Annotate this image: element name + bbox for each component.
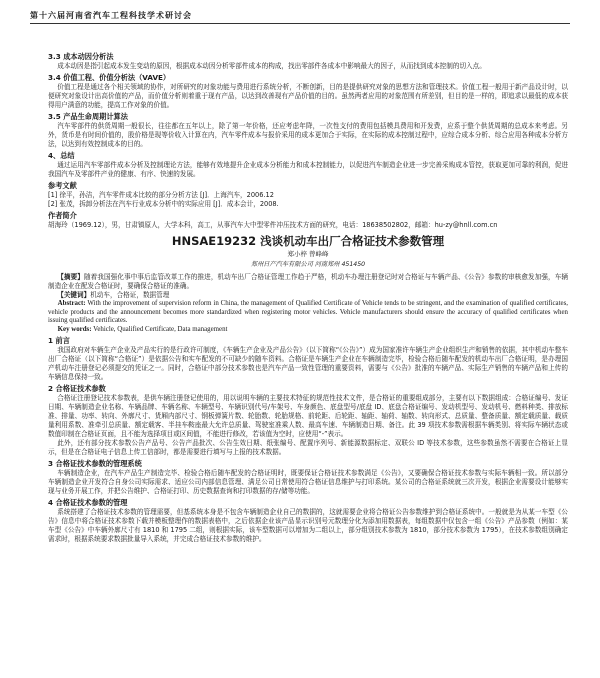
abstract-label: 【摘要】 [57, 273, 84, 281]
english-abstract [48, 300, 568, 326]
english-abstract-label: Abstract: [57, 300, 86, 307]
abstract-text: 随着我国强化事中事后监管改革工作的推进，机动车出厂合格证管理工作趋于严格，机动车办理注册登记时对合格证与车辆产品、《公告》参数的审核愈发加强，车辆制造企业在配发合格证时，要确保合格证的准确。 [48, 273, 569, 290]
section-heading: 4 合格证技术参数的管理 [48, 498, 128, 508]
author-bio: 胡海玲（1969.12），男，甘肃镇原人，大学本科，高工，从事汽车大中型零件冲压技术方面的研究，电话：18638502802，邮箱：hu-zy@hnll.com.cn [48, 221, 498, 229]
section-heading: 1 前言 [48, 336, 70, 346]
keywords-text: 机动车，合格证，数据管理 [90, 291, 170, 299]
paragraph: 车辆制造企业，在汽车产品生产制造完毕、检验合格后随车配发的合格证明时，既要保证合格证技术参数满足《公告》，又要确保合格证技术参数与实际车辆相一致。所以部分车辆制造企业开发符合自身公司实际需求、适应公司内部信息管理、满足公司日常使用符合格证信息维护与打印系统。某公司的合格证系统就三次开发，根据企业需要设计能够实现与业务开展工作，并把公告维护、合格证打印、历史数据查询和打印数据的存/储等功能。 [48, 469, 568, 496]
body-column [48, 50, 568, 544]
references-heading: 参考文献 [48, 181, 77, 190]
paragraph: 汽车零部件的供货周期一般很长，往往都在五年以上，除了第一年价格，还应考虑年降，一次性支付的费用包括模具费用和开发费，应系于整个供货周期的总成本来考虑。另外，货币是有时间价值的，股价格是现等价收入计算在内，汽车零件成本与报价采用的成本更加合于实际，在实际的成本控制过程中，应综合成本分析、综合应用各种成本分析方法，以达到有效控制成本的目的。 [48, 122, 568, 148]
section-heading: 3.5 产品生命周期计算法 [48, 112, 128, 121]
section-heading: 4、总结 [48, 151, 75, 160]
english-keywords-text: Vehicle, Qualified Certificate, Data management [93, 325, 228, 333]
paragraph: 我国政府对车辆生产企业及产品实行的是行政许可制度，《车辆生产企业及产品公告》（以下简称“《公告》”）成为国家准许车辆生产企业组织生产和销售的依据，其中机动车整车出厂合格证（以下简称“合格证”）是依据公告和实车配发的不可缺少的随车资料。合格证是车辆生产企业在车辆制造完毕，检验合格后随车配发的机动车出厂合格证明，是办理国产机动车注册登记必须提交的凭证之一。同时，合格证中部分技术参数也是汽车产品一致性管理的重要资料，需要与《公告》批准的车辆产品、实际生产销售的车辆产品和上传的车辆信息保持一致。 [48, 346, 568, 382]
paragraph: 通过运用汽车零部件成本分析及控制理论方法，能够有效地提升企业成本分析能力和成本控制能力，以促进汽车制造企业进一步完善采购成本管控，获取更加可靠的利润，促进我国汽车及零部件产业的健康、有序、快速的发展。 [48, 161, 568, 178]
english-keywords [48, 326, 568, 335]
keywords-label: 【关键词】 [57, 291, 91, 299]
section-heading: 3.3 成本动因分析法 [48, 52, 114, 61]
paragraph: 合格证注册登记技术参数表，是供车辆注册登记使用的，用以说明车辆的主要技术特征的规范性技术文件，是合格证的重要组成部分，主要有以下数据组成：合格证编号、发证日期、车辆制造企业名称、车辆品牌、车辆名称、车辆型号、车辆识别代号/车架号、车身颜色、底盘型号/底盘 ID、底盘合格证编号、发动机型号、发动机号、燃料种类、排放标准、排量、功率、转向、外廓尺寸、货厢内部尺寸、钢板弹簧片数、轮胎数、轮胎规格、前轮距、后轮距、轴距、轴荷、轴数、转向形式、总质量、整备质量、额定载质量、载质量利用系数、准牵引总质量、额定载客、半挂车鞍座最大允许总质量、驾驶室准乘人数、最高车速、车辆制造日期、备注。此 39 项技术参数需根据车辆类别、将实际车辆状态或数值印制在合格证页面，且不能为选择项目或区间值，不能进行修改，若该值为空时，应使用“-”表示。 [48, 394, 568, 439]
article-title: HNSAE19232 浅谈机动车出厂合格证技术参数管理 [171, 234, 445, 248]
section-heading: 3 合格证技术参数的管理系统 [48, 459, 142, 469]
section-heading: 3.4 价值工程、价值分析法（VAVE） [48, 73, 171, 82]
reference-item: [2] 张茂，拆卸分析法在汽车行业成本分析中的实际应用 [J]．成本会计，2008. [48, 200, 279, 208]
abstract [48, 273, 568, 291]
paragraph: 价值工程是通过各个相关领域的协作，对所研究的对象功能与费用进行系统分析，不断创新，目的是提供研究对象的思想方法和管理技术。价值工程一般用于新产品设计时，以便研究对象设计出高价值的产品，而价值分析则着重于现有产品，以达到改善现有产品价值的目的。虽然两者应用的对象范围有所差别，但目的是一样的，即追求以最低的成本获得用户满意的功能，提高工作对象的价值。 [48, 83, 568, 109]
reference-item: [1] 徐平，孙洁，汽车零件成本比较的部分分析方法 [J]．上海汽车，2006.12 [48, 191, 274, 199]
paragraph: 成本动因是指引起成本发生变动的原因，根据成本动因分析零部件成本的构成，找出零部件各成本中影响最大的因子，从而找到成本控制的切入点。 [57, 62, 486, 70]
english-abstract-text: With the improvement of supervision reform in China, the management of Qualified Certificate of Vehicle tends to be stringent, and the examination of qualified certificates, vehicle products and the announcement becomes more standardized when registering motor vehicles. Vehicle manufacturers should ensure the accuracy of qualified certificates when issuing qualified certificates. [48, 300, 568, 325]
paragraph: 系统搭建了合格证技术参数的管理需要，但基系统本身是不包含车辆制造企业自己的数据的，这就需要企业将合格证公告参数维护到合格证系统中。一般就是为从某一车型《公告》信息中将合格证技术参数下载并模板整理作的数据表格中，之后依据企业该产品显示识别号元数理分化为添加用数据表，每组数据中仅包含一组《公告》产品参数（例如：某车型《公告》中车辆外廓尺寸有 1810 和 1795 二组，则根据实际，该车型数据可以增加为二组以上，部分组别技术参数为 1810，部分技术参数为 1795），在技术参数组别确定需求时，根据系统要求数据批量导入系统，并完成合格证技术参数的维护。 [48, 508, 568, 544]
english-keywords-label: Key words: [57, 325, 92, 333]
article-authors: 郑小梓 曾峰峰 [287, 250, 329, 258]
paragraph: 此外，还有部分技术参数公告产品号、公告产品批次、公告生效日期、纸张编号、配置序列号、新能源数据标定、双联公 ID 等技术参数，这些参数虽然不需要在合格证上显示，但是在合格证电子信息上传工信部时，都是需要进行填写与上报的技术数据。 [48, 439, 568, 457]
keywords [48, 291, 568, 300]
header-rule [30, 23, 570, 24]
section-heading: 2 合格证技术参数 [48, 384, 106, 394]
running-header: 第十六届河南省汽车工程科技学术研讨会 [30, 11, 192, 20]
author-bio-heading: 作者简介 [48, 211, 77, 220]
article-affiliation: 郑州日产汽车有限公司 河南郑州 451450 [250, 261, 366, 268]
